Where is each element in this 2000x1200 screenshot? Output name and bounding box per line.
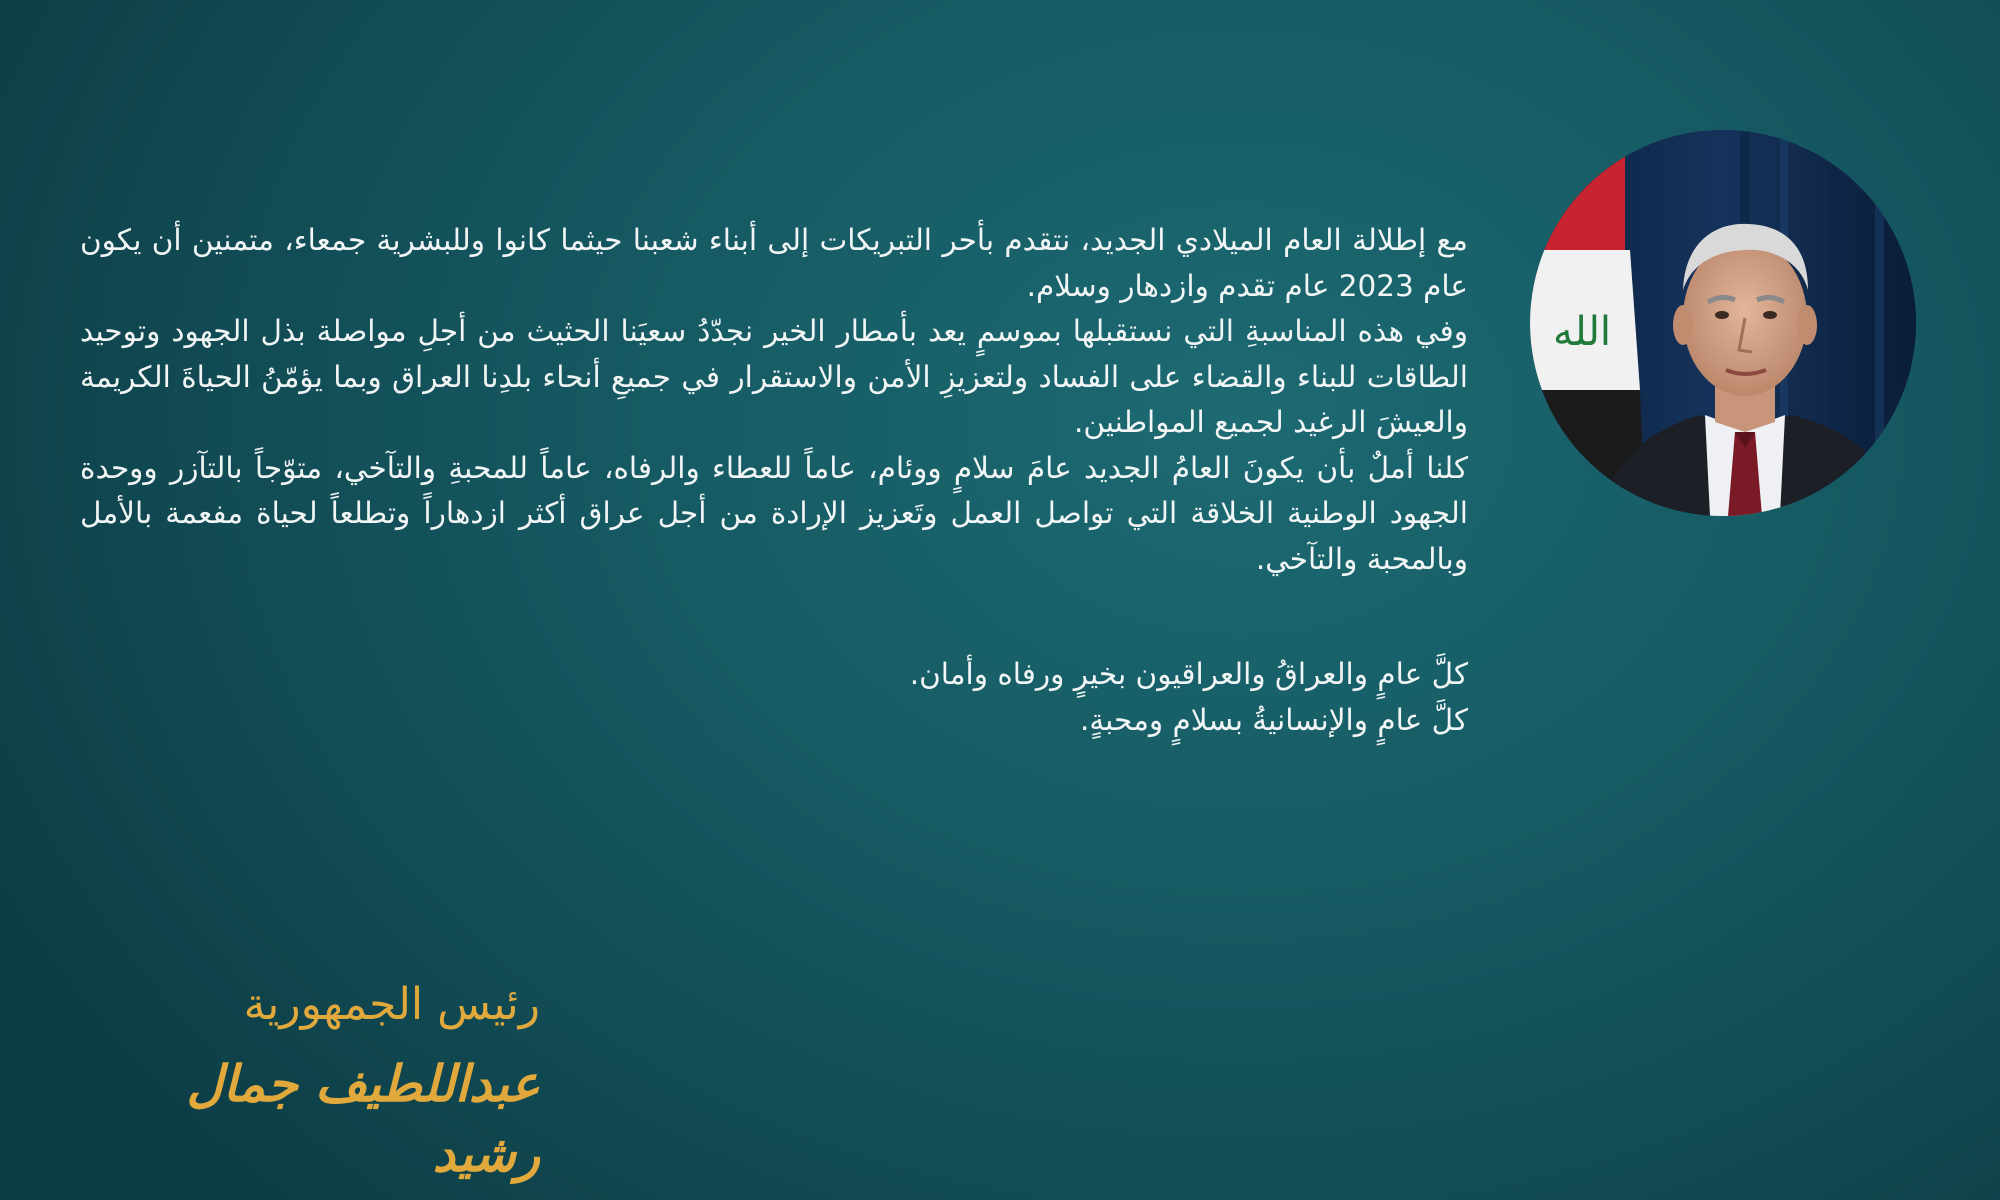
message-paragraph-3: كلنا أملٌ بأن يكونَ العامُ الجديد عامَ سلامٍ ووئام، عاماً للعطاء والرفاه، عاماً للمحبةِ والتآخي، متوّجاً بالتآزر ووحدة الجهود الوطنية الخلاقة التي تواصل العمل وتَعزيز الإرادة من أجل عراق أكثر ازدهاراً وتطلعاً لحياة مفعمة بالأمل وبالمحبة والتآخي. xyxy=(80,450,1468,576)
closing-line-1: كلَّ عامٍ والعراقُ والعراقيون بخيرٍ ورفاه وأمان. xyxy=(909,657,1468,691)
message-paragraph-1: مع إطلالة العام الميلادي الجديد، نتقدم بأحر التبريكات إلى أبناء شعبنا حيثما كانوا وللبشرية جمعاء، متمنين أن يكون عام 2023 عام تقدم وازدهار وسلام. xyxy=(80,223,1468,303)
signature-block xyxy=(130,975,540,1189)
signature-name: عبداللطيف جمال رشيد xyxy=(186,1054,540,1183)
message-spacer xyxy=(80,582,1468,652)
message-paragraph-2: وفي هذه المناسبةِ التي نستقبلها بموسمٍ يعد بأمطار الخير نجدّدُ سعيَنا الحثيث من أجلِ مواصلة بذل الجهود وتوحيد الطاقات للبناء والقضاء على الفساد ولتعزيزِ الأمن والاستقرار في جميعِ أنحاء بلدِنا العراق وبما يؤمّنُ الحياةَ الكريمة والعيشَ الرغيد لجميع المواطنين. xyxy=(80,314,1468,439)
greeting-message xyxy=(80,218,1468,743)
svg-text:الله: الله xyxy=(1553,309,1611,355)
closing-line-2: كلَّ عامٍ والإنسانيةُ بسلامٍ ومحبةٍ. xyxy=(1079,702,1468,737)
signature-title: رئيس الجمهورية xyxy=(243,979,540,1030)
president-portrait-icon xyxy=(1530,130,1916,516)
